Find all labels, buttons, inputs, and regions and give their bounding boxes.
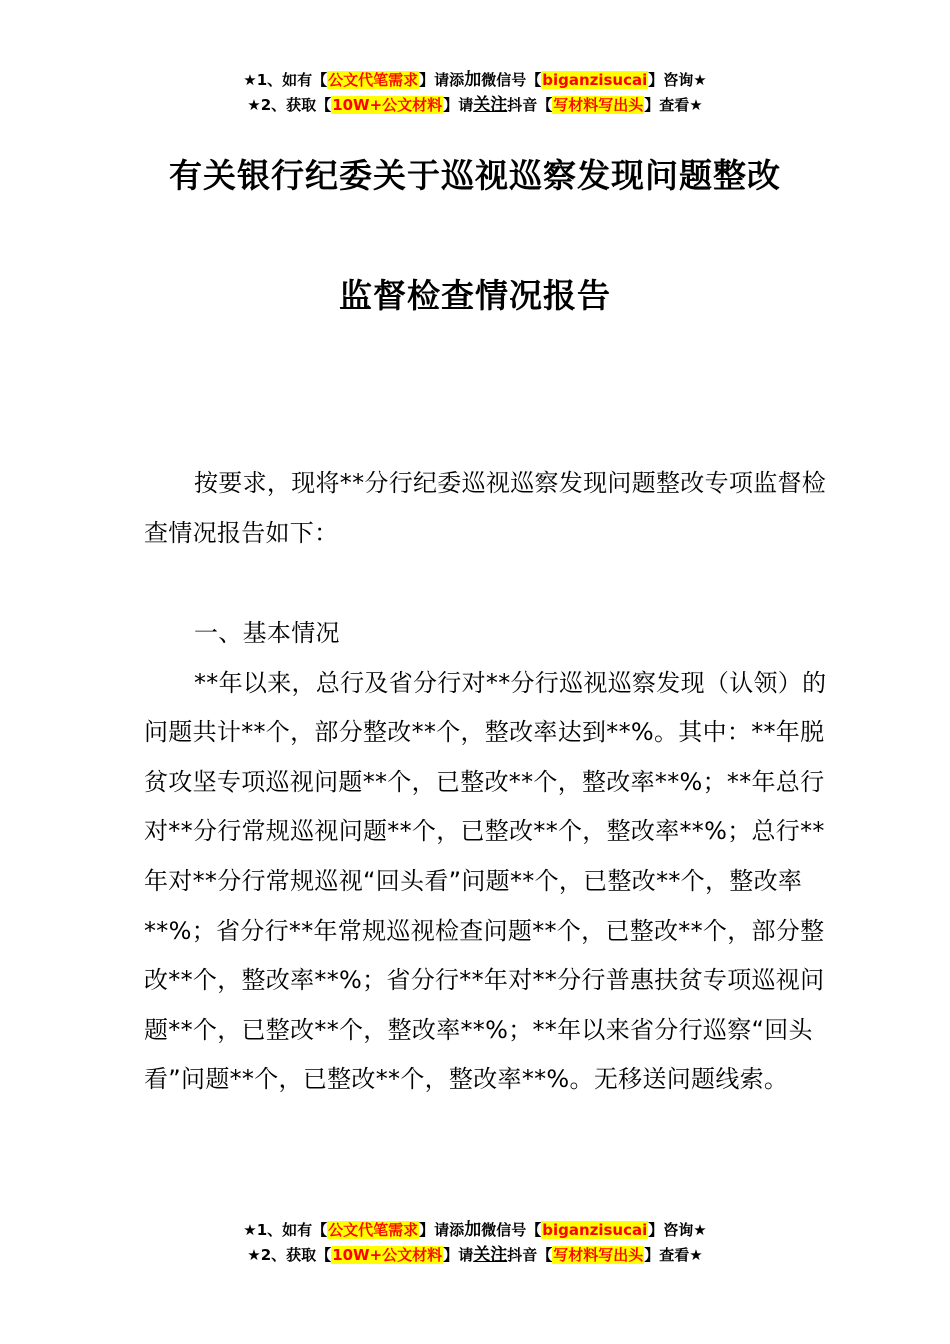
promo-text: ★2、获取【 xyxy=(247,96,332,114)
promo-line-2 xyxy=(0,93,950,118)
section-paragraph: **年以来，总行及省分行对**分行巡视巡察发现（认领）的问题共计**个，部分整改**个，整改率达到**%。其中：**年脱贫攻坚专项巡视问题**个，已整改**个，整改率**%；**年总行对**分行常规巡视问题**个，已整改**个，整改率**%；总行**年对**分行常规巡视“回头看”问题**个，已整改**个，整改率**%；省分行**年常规巡视检查问题**个，已整改**个，部分整改**个，整改率**%；省分行**年对**分行普惠扶贫专项巡视问题**个，已整改**个，整改率**%；**年以来省分行巡察“回头看”问题**个，已整改**个，整改率**%。无移送问题线索。 xyxy=(144,668,827,1094)
promo-text: 】请 xyxy=(443,96,474,114)
promo-line-1 xyxy=(0,68,950,93)
promo-highlight: 10W+公文材料 xyxy=(332,96,443,114)
promo-text: 】查看★ xyxy=(644,1246,703,1264)
promo-line-1 xyxy=(0,1218,950,1243)
promo-highlight: 公文代笔需求 xyxy=(328,71,419,89)
promo-text: ★2、获取【 xyxy=(247,1246,332,1264)
promo-header xyxy=(0,68,950,118)
intro-paragraph: 按要求，现将**分行纪委巡视巡察发现问题整改专项监督检查情况报告如下： xyxy=(144,469,827,547)
document-title-line-2: 监督检查情况报告 xyxy=(339,276,611,315)
promo-text: ★1、如有【 xyxy=(243,1221,328,1239)
section-heading: 一、基本情况 xyxy=(194,619,340,647)
promo-text: 加 xyxy=(464,1220,482,1240)
document-title-line-1: 有关银行纪委关于巡视巡察发现问题整改 xyxy=(169,156,781,195)
promo-text: ★1、如有【 xyxy=(243,71,328,89)
promo-text: 】请添 xyxy=(419,71,465,89)
promo-text: 微信号【 xyxy=(481,71,542,89)
douyin-id-highlight: 写材料写出头 xyxy=(553,1246,644,1264)
promo-highlight: 10W+公文材料 xyxy=(332,1246,443,1264)
douyin-id-highlight: 写材料写出头 xyxy=(553,96,644,114)
promo-text: 】咨询★ xyxy=(648,1221,707,1239)
promo-line-2 xyxy=(0,1243,950,1268)
promo-text: 加 xyxy=(464,70,482,90)
wechat-id-highlight: biganzisucai xyxy=(542,1221,648,1239)
promo-text: 】请 xyxy=(443,1246,474,1264)
promo-footer xyxy=(0,1218,950,1268)
promo-text: 】咨询★ xyxy=(648,71,707,89)
intro-block xyxy=(144,459,834,558)
promo-text: 】请添 xyxy=(419,1221,465,1239)
promo-text: 抖音【 xyxy=(507,1246,553,1264)
promo-text: 关注 xyxy=(473,95,508,115)
promo-text: 】查看★ xyxy=(644,96,703,114)
promo-highlight: 公文代笔需求 xyxy=(328,1221,419,1239)
promo-text: 微信号【 xyxy=(481,1221,542,1239)
section-basic-situation xyxy=(144,609,834,1105)
promo-text: 抖音【 xyxy=(507,96,553,114)
wechat-id-highlight: biganzisucai xyxy=(542,71,648,89)
promo-text: 关注 xyxy=(473,1245,508,1265)
